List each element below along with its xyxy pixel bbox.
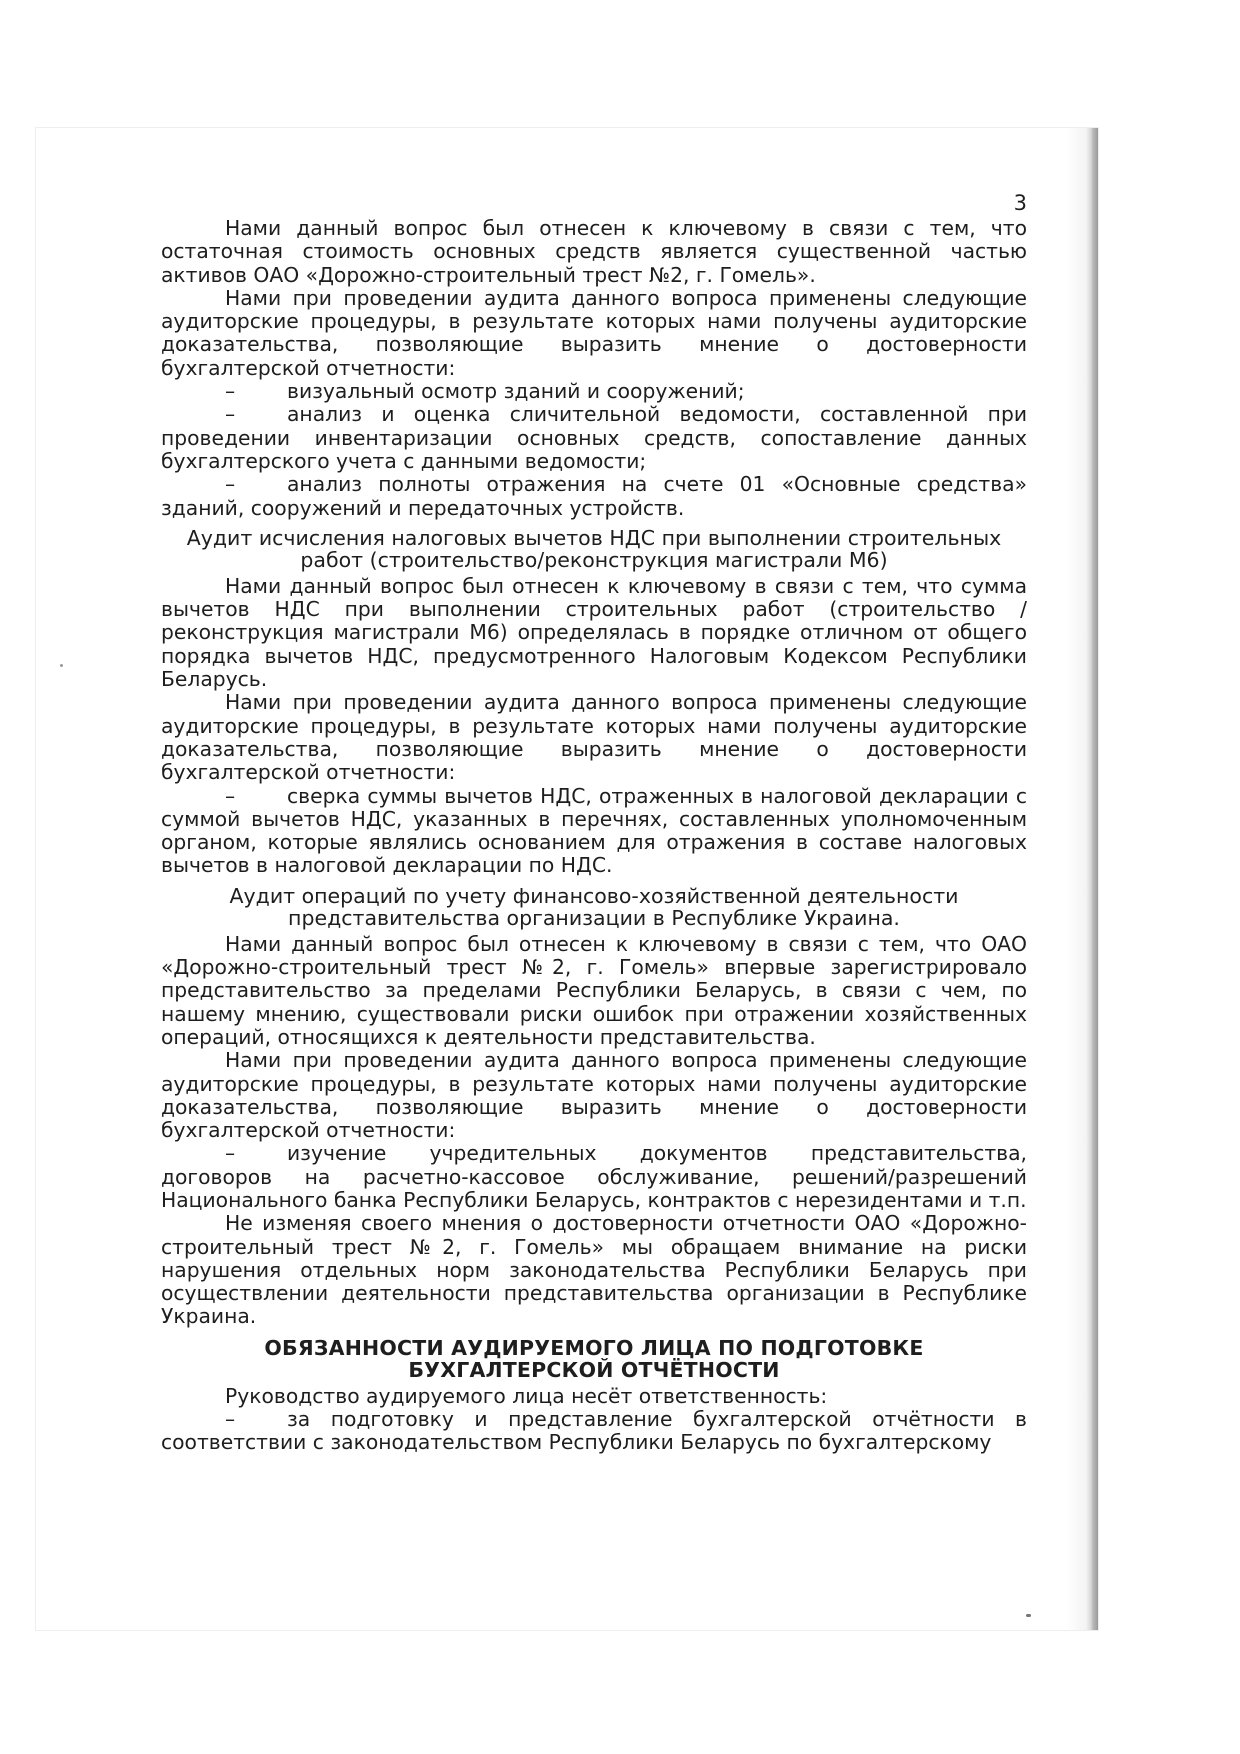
list-item [161,473,1027,520]
dash-marker: – [225,379,236,404]
list-item-text: изучение учредительных документов представительства, договоров на расчетно-кассовое обслуживание, решений/разрешений Национального банка Республики Беларусь, контрактов с нерезидентами и т.п. [161,1141,1027,1212]
paragraph-key-matter-vat: Нами данный вопрос был отнесен к ключевому в связи с тем, что сумма вычетов НДС при выполнении строительных работ (строительство / реконструкция магистрали М6) определялась в порядке отличном от общего порядка вычетов НДС, предусмотренного Налоговым Кодексом Республики Беларусь. [161,573,1027,692]
paragraph-key-matter-representative-office: Нами данный вопрос был отнесен к ключевому в связи с тем, что ОАО «Дорожно-строительный трест №2, г. Гомель» впервые зарегистрировало представительство за пределами Республики Беларусь, в связи с чем, по нашему мнению, существовали риски ошибок при отражении хозяйственных операций, относящихся к деятельности представительства. [161,931,1027,1049]
paragraph-emphasis-of-matter: Не изменяя своего мнения о достоверности отчетности ОАО «Дорожно-строительный трест №2, г. Гомель» мы обращаем внимание на риски нарушения отдельных норм законодательства Республики Беларусь при осуществлении деятельности представительства организации в Республике Украина. [161,1211,1027,1329]
scan-speck [60,664,63,667]
document-body [161,192,1027,1455]
page-edge-shadow [1066,128,1088,1630]
dash-marker: – [225,1141,236,1166]
page-number: 3 [1013,191,1027,215]
dash-marker: – [225,783,236,808]
list-item-text: визуальный осмотр зданий и сооружений; [287,379,745,404]
list-item-text: анализ полноты отражения на счете 01 «Основные средства» зданий, сооружений и передаточных устройств. [161,472,1027,520]
list-item [161,1142,1027,1212]
list-item [161,785,1027,878]
paragraph-management-responsibility: Руководство аудируемого лица несёт ответственность: [225,1383,828,1408]
section-heading-management-responsibilities: ОБЯЗАННОСТИ АУДИРУЕМОГО ЛИЦА ПО ПОДГОТОВКЕ БУХГАЛТЕРСКОЙ ОТЧЁТНОСТИ [264,1335,924,1383]
paragraph-procedures-intro: Нами при проведении аудита данного вопроса применены следующие аудиторские процедуры, в результате которых нами получены аудиторские доказательства, позволяющие выразить мнение о достоверности бухгалтерской отчетности: [161,1048,1027,1143]
paragraph-key-matter-fixed-assets: Нами данный вопрос был отнесен к ключевому в связи с тем, что остаточная стоимость основных средств является существенной частью активов ОАО «Дорожно-строительный трест №2, г. Гомель». [161,216,1027,287]
dash-marker: – [225,472,236,497]
section-heading-representative-office: Аудит операций по учету финансово-хозяйственной деятельности представительства организации в Республике Украина. [229,883,959,931]
paragraph-procedures-intro: Нами при проведении аудита данного вопроса применены следующие аудиторские процедуры, в результате которых нами получены аудиторские доказательства, позволяющие выразить мнение о достоверности бухгалтерской отчетности: [161,690,1027,785]
list-item-text: анализ и оценка сличительной ведомости, составленной при проведении инвентаризации основных средств, сопоставление данных бухгалтерского учета с данными ведомости; [161,402,1027,473]
list-item [161,1408,1027,1455]
dash-marker: – [225,402,236,427]
list-item [161,403,1027,473]
paragraph-procedures-intro: Нами при проведении аудита данного вопроса применены следующие аудиторские процедуры, в результате которых нами получены аудиторские доказательства, позволяющие выразить мнение о достоверности бухгалтерской отчетности: [161,285,1027,380]
dash-marker: – [225,1407,236,1432]
scan-speck [1026,1614,1031,1617]
list-item [161,380,1027,403]
list-item-text: за подготовку и представление бухгалтерской отчётности в соответствии с законодательством Республики Беларусь по бухгалтерскому [161,1407,1027,1455]
section-heading-vat-deductions: Аудит исчисления налоговых вычетов НДС при выполнении строительных работ (строительство/реконструкция магистрали М6) [186,525,1002,573]
page-edge [1086,128,1098,1630]
list-item-text: сверка суммы вычетов НДС, отраженных в налоговой декларации с суммой вычетов НДС, указанных в перечнях, составленных уполномоченным органом, которые являлись основанием для отражения в составе налоговых вычетов в налоговой декларации по НДС. [161,783,1027,878]
